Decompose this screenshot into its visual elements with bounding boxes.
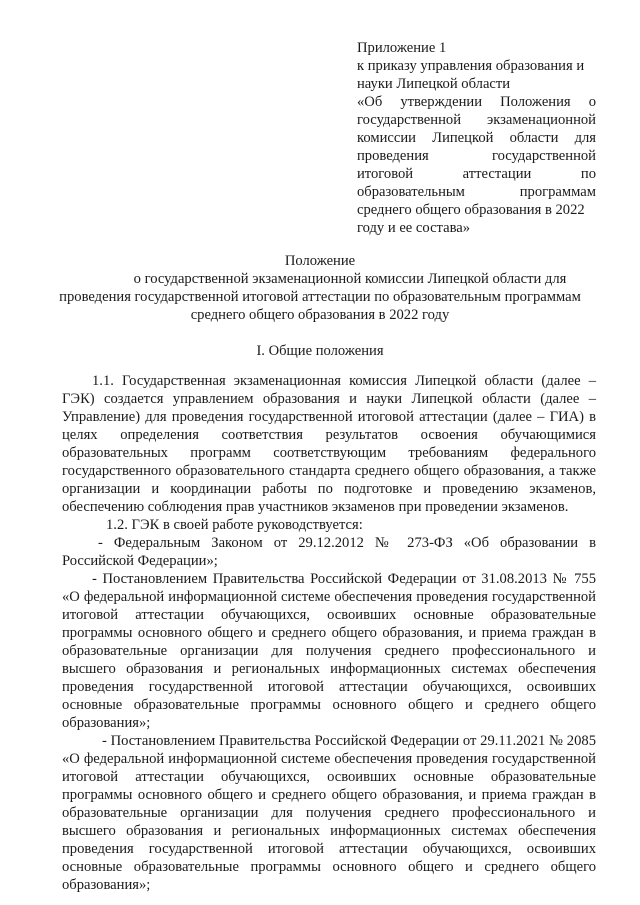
section-heading: I. Общие положения [256, 343, 384, 359]
document-body [62, 372, 596, 894]
document-subtitle-line: проведения государственной итоговой аттестации по образовательным программам [59, 289, 581, 305]
appendix-line: образовательным программам [357, 184, 596, 200]
document-subtitle-line: о государственной экзаменационной комиссии Липецкой области для [133, 271, 567, 287]
appendix-line: науки Липецкой области [357, 76, 511, 92]
appendix-line: государственной экзаменационной [357, 112, 596, 128]
document-title: Положение [284, 253, 356, 269]
appendix-line: итоговой аттестации по [357, 166, 596, 182]
appendix-number: Приложение 1 [357, 40, 447, 56]
paragraph: - Постановлением Правительства Российской Федерации от 29.11.2021 № 2085 «О федеральной информационной системе обеспечения проведения государственной итоговой аттестации обучающихся, освоивших основные образовательные программы основного общего и среднего общего образования, и приема граждан в образовательные организации для получения среднего профессионального и высшего образования и региональных информационных системах обеспечения проведения государственной итоговой аттестации обучающихся, освоивших основные образовательные программы основного общего и среднего общего образования»; [62, 733, 596, 893]
appendix-header [357, 39, 596, 237]
appendix-line: году и ее состава» [357, 220, 471, 236]
appendix-line: проведения государственной [357, 148, 596, 164]
appendix-line: среднего общего образования в 2022 [357, 202, 585, 218]
paragraph: 1.2. ГЭК в своей работе руководствуется: [106, 517, 363, 533]
appendix-line: к приказу управления образования и [357, 58, 585, 74]
paragraph: 1.1. Государственная экзаменационная комиссия Липецкой области (далее – ГЭК) создается управлением образования и науки Липецкой области (далее – Управление) для проведения государственной итоговой аттестации (далее – ГИА) в целях определения соответствия результатов освоения обучающимися образовательных программ соответствующим требованиям федерального государственного образовательного стандарта среднего общего образования, а также организации и координации работы по подготовке и проведению экзаменов, обеспечению соблюдения прав участников экзаменов при проведении экзаменов. [62, 373, 596, 515]
document-subtitle-line: среднего общего образования в 2022 году [190, 307, 450, 323]
appendix-line: «Об утверждении Положения о [357, 94, 596, 110]
appendix-line: комиссии Липецкой области для [357, 130, 596, 146]
paragraph: - Постановлением Правительства Российской Федерации от 31.08.2013 № 755 «О федеральной информационной системе обеспечения проведения государственной итоговой аттестации обучающихся, освоивших основные образовательные программы основного общего и среднего общего образования, и приема граждан в образовательные организации для получения среднего профессионального и высшего образования и региональных информационных системах обеспечения проведения государственной итоговой аттестации обучающихся, освоивших основные образовательные программы основного общего и среднего общего образования»; [62, 571, 596, 731]
paragraph: - Федеральным Законом от 29.12.2012 № 273-ФЗ «Об образовании в Российской Федерации»; [62, 535, 596, 569]
